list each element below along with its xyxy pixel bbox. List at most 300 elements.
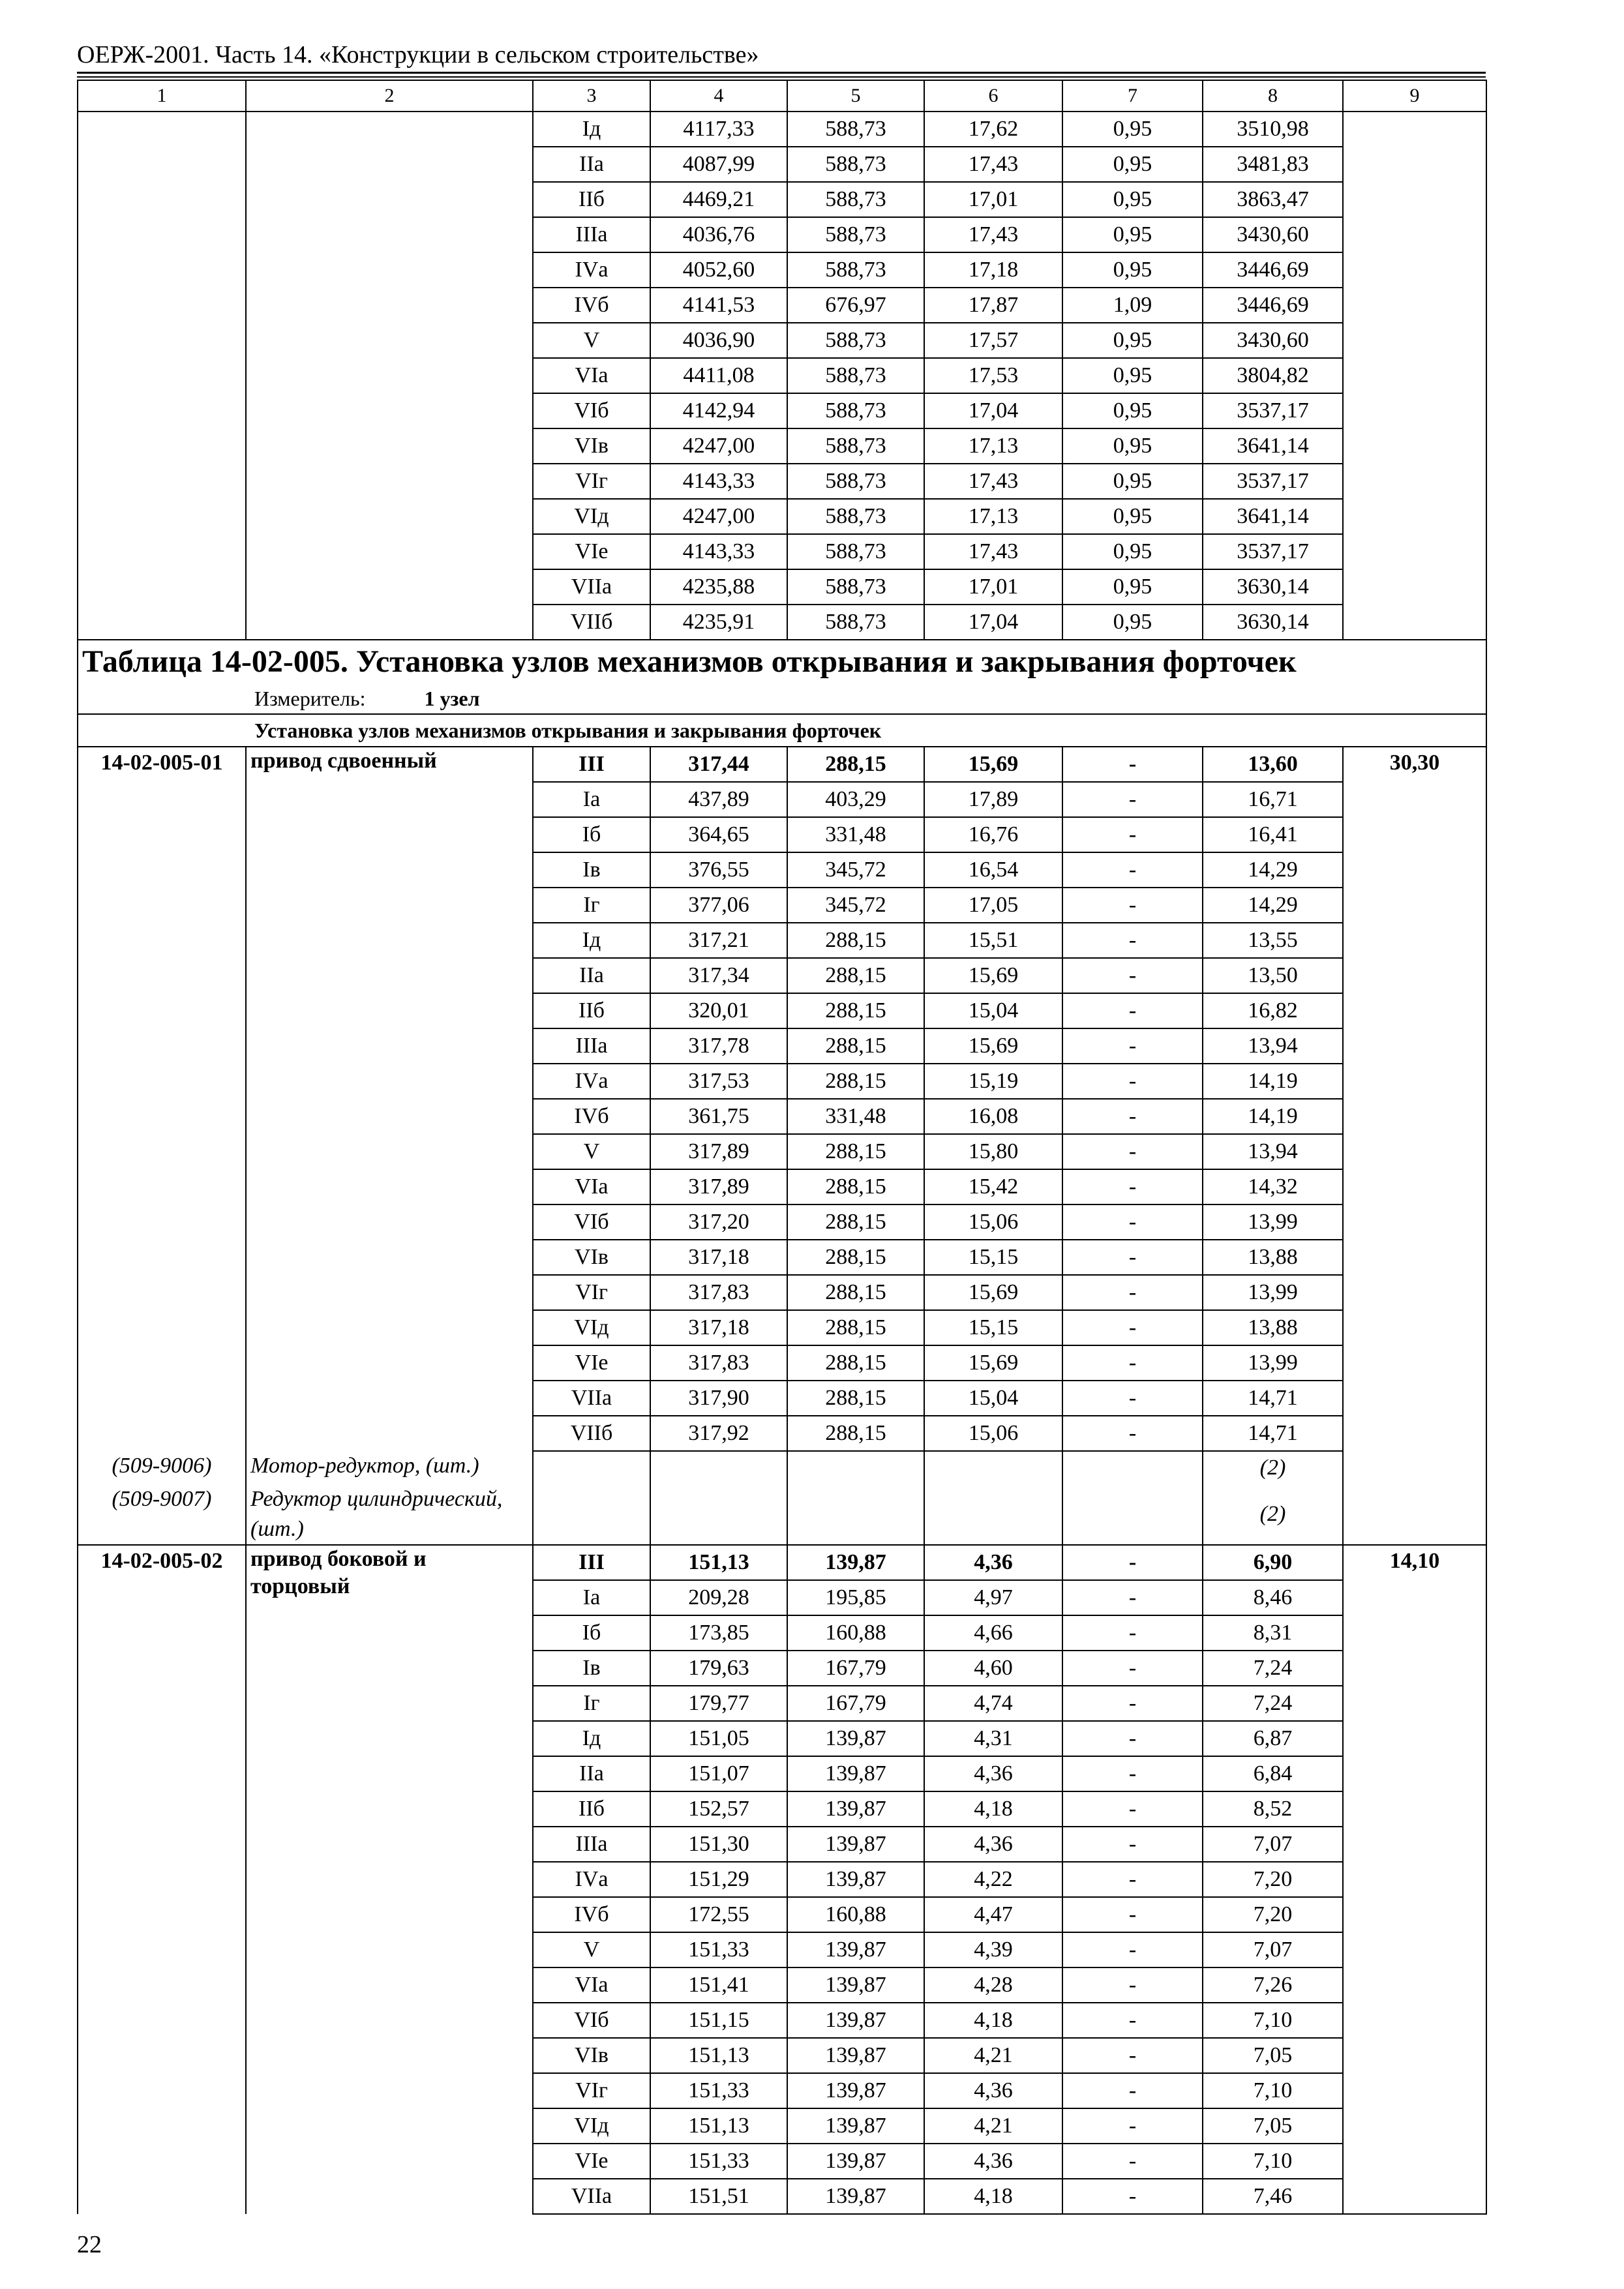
value-cell: 317,78 [650, 1028, 787, 1064]
empty-cell [650, 1484, 787, 1545]
value-cell: 317,83 [650, 1345, 787, 1381]
value-cell: IVб [533, 1897, 650, 1932]
value-cell: V [533, 1134, 650, 1169]
value-cell: 288,15 [787, 1416, 924, 1451]
value-cell: 160,88 [787, 1615, 924, 1651]
code-cell [78, 288, 246, 323]
value-cell: 17,13 [924, 499, 1062, 534]
value-cell: 317,83 [650, 1275, 787, 1310]
value-cell: 4,18 [924, 2179, 1062, 2214]
value-cell: - [1062, 2003, 1203, 2038]
value-cell: 288,15 [787, 1310, 924, 1345]
value-cell: IIIа [533, 217, 650, 252]
value-cell: 288,15 [787, 923, 924, 958]
name-cell [246, 569, 533, 605]
code-cell [78, 252, 246, 288]
column-number: 3 [533, 80, 650, 112]
resource-value: (2) [1203, 1451, 1343, 1484]
value-cell: 4143,33 [650, 534, 787, 569]
value-cell: 3537,17 [1203, 464, 1343, 499]
value-cell: 151,13 [650, 2038, 787, 2073]
value-cell: 317,18 [650, 1240, 787, 1275]
value-cell: 588,73 [787, 112, 924, 147]
total-cell [1343, 464, 1486, 499]
value-cell: - [1062, 1545, 1203, 1580]
empty-cell [533, 1484, 650, 1545]
empty-cell [924, 1484, 1062, 1545]
value-cell: VIе [533, 534, 650, 569]
table-row [78, 252, 1486, 288]
value-cell: 172,55 [650, 1897, 787, 1932]
name-cell [246, 112, 533, 147]
value-cell: 317,90 [650, 1381, 787, 1416]
value-cell: 179,77 [650, 1686, 787, 1721]
value-cell: VIе [533, 1345, 650, 1381]
value-cell: 139,87 [787, 1721, 924, 1756]
table-row [78, 182, 1486, 217]
value-cell: 3863,47 [1203, 182, 1343, 217]
value-cell: 139,87 [787, 2073, 924, 2108]
value-cell: VIв [533, 2038, 650, 2073]
value-cell: 15,69 [924, 1275, 1062, 1310]
value-cell: 588,73 [787, 252, 924, 288]
column-number: 6 [924, 80, 1062, 112]
value-cell: 0,95 [1062, 428, 1203, 464]
value-cell: IIIа [533, 1827, 650, 1862]
value-cell: 288,15 [787, 958, 924, 993]
value-cell: 15,69 [924, 1028, 1062, 1064]
total-cell [1343, 252, 1486, 288]
value-cell: 4,97 [924, 1580, 1062, 1615]
value-cell: 13,55 [1203, 923, 1343, 958]
table-row [78, 323, 1486, 358]
value-cell: 7,10 [1203, 2073, 1343, 2108]
value-cell: VIе [533, 2144, 650, 2179]
value-cell: 288,15 [787, 747, 924, 782]
value-cell: VIа [533, 1169, 650, 1204]
empty-cell [1062, 1484, 1203, 1545]
name-cell [246, 217, 533, 252]
value-cell: 13,88 [1203, 1310, 1343, 1345]
value-cell: 588,73 [787, 182, 924, 217]
value-cell: - [1062, 1169, 1203, 1204]
value-cell: - [1062, 2144, 1203, 2179]
value-cell: 15,80 [924, 1134, 1062, 1169]
value-cell: 179,63 [650, 1651, 787, 1686]
value-cell: 17,43 [924, 464, 1062, 499]
total-cell [1343, 428, 1486, 464]
value-cell: - [1062, 1967, 1203, 2003]
value-cell: - [1062, 993, 1203, 1028]
value-cell: 7,05 [1203, 2108, 1343, 2144]
value-cell: - [1062, 1615, 1203, 1651]
value-cell: 17,05 [924, 888, 1062, 923]
name-cell [246, 252, 533, 288]
table-row [78, 112, 1486, 147]
column-number: 7 [1062, 80, 1203, 112]
value-cell: VIв [533, 428, 650, 464]
value-cell: - [1062, 852, 1203, 888]
table-title-row [78, 640, 1486, 683]
value-cell: VIа [533, 1967, 650, 2003]
value-cell: 4,47 [924, 1897, 1062, 1932]
empty-cell [533, 1451, 650, 1484]
value-cell: - [1062, 2179, 1203, 2214]
header-rule-secondary [77, 76, 1486, 78]
resource-row [78, 1484, 1486, 1545]
empty-cell [787, 1451, 924, 1484]
value-cell: 151,51 [650, 2179, 787, 2214]
value-cell: V [533, 1932, 650, 1967]
column-number: 4 [650, 80, 787, 112]
value-cell: IIа [533, 1756, 650, 1791]
value-cell: 0,95 [1062, 499, 1203, 534]
value-cell: 331,48 [787, 817, 924, 852]
value-cell: 4143,33 [650, 464, 787, 499]
value-cell: - [1062, 1686, 1203, 1721]
code-cell [78, 358, 246, 393]
value-cell: VIIа [533, 2179, 650, 2214]
value-cell: IIа [533, 147, 650, 182]
value-cell: 4,74 [924, 1686, 1062, 1721]
value-cell: - [1062, 1345, 1203, 1381]
value-cell: - [1062, 888, 1203, 923]
value-cell: VIб [533, 1204, 650, 1240]
value-cell: 173,85 [650, 1615, 787, 1651]
value-cell: 4,36 [924, 2144, 1062, 2179]
value-cell: 195,85 [787, 1580, 924, 1615]
value-cell: 7,07 [1203, 1932, 1343, 1967]
value-cell: 13,50 [1203, 958, 1343, 993]
value-cell: - [1062, 2038, 1203, 2073]
value-cell: 13,94 [1203, 1134, 1343, 1169]
value-cell: 13,94 [1203, 1028, 1343, 1064]
total-cell [1343, 323, 1486, 358]
name-cell [246, 534, 533, 569]
value-cell: 4,21 [924, 2108, 1062, 2144]
value-cell: 4411,08 [650, 358, 787, 393]
value-cell: VIIа [533, 569, 650, 605]
value-cell: 7,46 [1203, 2179, 1343, 2214]
name-cell [246, 288, 533, 323]
code-cell [78, 112, 246, 147]
value-cell: 13,99 [1203, 1204, 1343, 1240]
value-cell: VIв [533, 1240, 650, 1275]
value-cell: 588,73 [787, 147, 924, 182]
empty-cell [1062, 1451, 1203, 1484]
table-row [78, 358, 1486, 393]
value-cell: 3446,69 [1203, 252, 1343, 288]
value-cell: 17,57 [924, 323, 1062, 358]
table-row [78, 147, 1486, 182]
value-cell: 17,18 [924, 252, 1062, 288]
code-cell [78, 605, 246, 640]
value-cell: 15,42 [924, 1169, 1062, 1204]
measure-row [78, 683, 1486, 714]
value-cell: 151,15 [650, 2003, 787, 2038]
value-cell: 3481,83 [1203, 147, 1343, 182]
value-cell: 3430,60 [1203, 217, 1343, 252]
value-cell: IVа [533, 252, 650, 288]
name-cell [246, 464, 533, 499]
value-cell: 317,89 [650, 1134, 787, 1169]
value-cell: Iв [533, 852, 650, 888]
value-cell: 0,95 [1062, 569, 1203, 605]
code-cell [78, 569, 246, 605]
value-cell: IIа [533, 958, 650, 993]
value-cell: 588,73 [787, 464, 924, 499]
value-cell: 0,95 [1062, 147, 1203, 182]
value-cell: 4,36 [924, 2073, 1062, 2108]
value-cell: IIб [533, 993, 650, 1028]
value-cell: 15,15 [924, 1240, 1062, 1275]
value-cell: IVб [533, 288, 650, 323]
value-cell: 588,73 [787, 217, 924, 252]
value-cell: 15,51 [924, 923, 1062, 958]
column-number: 5 [787, 80, 924, 112]
value-cell: 7,24 [1203, 1686, 1343, 1721]
value-cell: - [1062, 1651, 1203, 1686]
value-cell: Iг [533, 1686, 650, 1721]
value-cell: IVа [533, 1862, 650, 1897]
value-cell: - [1062, 817, 1203, 852]
value-cell: Iд [533, 923, 650, 958]
measure-label: Измеритель: [254, 687, 366, 710]
table-row [78, 464, 1486, 499]
value-cell: - [1062, 1827, 1203, 1862]
table-row [78, 217, 1486, 252]
value-cell: 437,89 [650, 782, 787, 817]
resource-name: Мотор-редуктор, (шт.) [246, 1451, 533, 1484]
value-cell: 7,20 [1203, 1862, 1343, 1897]
value-cell: 13,88 [1203, 1240, 1343, 1275]
value-cell: 15,69 [924, 747, 1062, 782]
value-cell: 15,06 [924, 1416, 1062, 1451]
code-cell [78, 534, 246, 569]
resource-code: (509-9007) [78, 1484, 246, 1545]
value-cell: 288,15 [787, 1275, 924, 1310]
value-cell: 8,46 [1203, 1580, 1343, 1615]
value-cell: 16,41 [1203, 817, 1343, 852]
value-cell: III [533, 747, 650, 782]
value-cell: 377,06 [650, 888, 787, 923]
table-row [78, 747, 1486, 782]
page-header: ОЕРЖ-2001. Часть 14. «Конструкции в сельском строительстве» [77, 41, 759, 68]
value-cell: 17,01 [924, 182, 1062, 217]
value-cell: 288,15 [787, 993, 924, 1028]
value-cell: 4117,33 [650, 112, 787, 147]
total-cell [1343, 605, 1486, 640]
value-cell: 151,33 [650, 2073, 787, 2108]
table-row [78, 393, 1486, 428]
value-cell: 139,87 [787, 1862, 924, 1897]
value-cell: Iа [533, 1580, 650, 1615]
value-cell: 288,15 [787, 1345, 924, 1381]
value-cell: 17,53 [924, 358, 1062, 393]
value-cell: 167,79 [787, 1651, 924, 1686]
value-cell: 15,15 [924, 1310, 1062, 1345]
value-cell: 15,69 [924, 958, 1062, 993]
value-cell: 4142,94 [650, 393, 787, 428]
empty-cell [924, 1451, 1062, 1484]
value-cell: 0,95 [1062, 112, 1203, 147]
item-name: привод боковой и торцовый [246, 1545, 533, 2214]
resource-name: Редуктор цилиндрический, (шт.) [246, 1484, 533, 1545]
total-cell [1343, 217, 1486, 252]
value-cell: 0,95 [1062, 534, 1203, 569]
value-cell: 17,87 [924, 288, 1062, 323]
value-cell: 364,65 [650, 817, 787, 852]
value-cell: 17,04 [924, 393, 1062, 428]
total-cell [1343, 569, 1486, 605]
value-cell: 151,29 [650, 1862, 787, 1897]
name-cell [246, 182, 533, 217]
name-cell [246, 499, 533, 534]
value-cell: 151,13 [650, 2108, 787, 2144]
value-cell: 152,57 [650, 1791, 787, 1827]
value-cell: IVа [533, 1064, 650, 1099]
value-cell: 317,89 [650, 1169, 787, 1204]
value-cell: - [1062, 1932, 1203, 1967]
value-cell: 3630,14 [1203, 605, 1343, 640]
value-cell: 13,99 [1203, 1275, 1343, 1310]
value-cell: VIд [533, 499, 650, 534]
code-cell [78, 393, 246, 428]
value-cell: 588,73 [787, 569, 924, 605]
value-cell: 8,52 [1203, 1791, 1343, 1827]
value-cell: 17,43 [924, 534, 1062, 569]
value-cell: 14,29 [1203, 888, 1343, 923]
value-cell: 15,19 [924, 1064, 1062, 1099]
value-cell: VIIб [533, 605, 650, 640]
value-cell: 15,06 [924, 1204, 1062, 1240]
value-cell: - [1062, 1580, 1203, 1615]
value-cell: 288,15 [787, 1028, 924, 1064]
value-cell: 3804,82 [1203, 358, 1343, 393]
value-cell: IIб [533, 182, 650, 217]
value-cell: 14,71 [1203, 1381, 1343, 1416]
value-cell: 151,41 [650, 1967, 787, 2003]
measure-cell [78, 683, 1486, 714]
value-cell: 4,66 [924, 1615, 1062, 1651]
table-row [78, 499, 1486, 534]
value-cell: 139,87 [787, 1791, 924, 1827]
value-cell: 4235,91 [650, 605, 787, 640]
value-cell: 17,43 [924, 217, 1062, 252]
value-cell: - [1062, 1310, 1203, 1345]
value-cell: 331,48 [787, 1099, 924, 1134]
value-cell: 0,95 [1062, 358, 1203, 393]
value-cell: 588,73 [787, 499, 924, 534]
value-cell: IIб [533, 1791, 650, 1827]
table-row [78, 569, 1486, 605]
value-cell: - [1062, 1381, 1203, 1416]
section-row [78, 714, 1486, 747]
price-table [77, 80, 1487, 2215]
value-cell: 14,29 [1203, 852, 1343, 888]
value-cell: 0,95 [1062, 182, 1203, 217]
value-cell: - [1062, 1791, 1203, 1827]
code-cell [78, 217, 246, 252]
value-cell: 3537,17 [1203, 393, 1343, 428]
value-cell: - [1062, 1099, 1203, 1134]
value-cell: - [1062, 2073, 1203, 2108]
value-cell: 4247,00 [650, 428, 787, 464]
value-cell: 403,29 [787, 782, 924, 817]
value-cell: 288,15 [787, 1240, 924, 1275]
value-cell: 17,01 [924, 569, 1062, 605]
value-cell: 345,72 [787, 852, 924, 888]
item-total: 14,10 [1343, 1545, 1486, 2214]
value-cell: Iд [533, 112, 650, 147]
value-cell: - [1062, 958, 1203, 993]
total-cell [1343, 288, 1486, 323]
value-cell: 288,15 [787, 1204, 924, 1240]
column-number: 2 [246, 80, 533, 112]
value-cell: 0,95 [1062, 464, 1203, 499]
value-cell: 7,24 [1203, 1651, 1343, 1686]
value-cell: 4247,00 [650, 499, 787, 534]
code-cell [78, 464, 246, 499]
value-cell: 14,19 [1203, 1099, 1343, 1134]
value-cell: 151,07 [650, 1756, 787, 1791]
value-cell: 6,87 [1203, 1721, 1343, 1756]
value-cell: VIIа [533, 1381, 650, 1416]
total-cell [1343, 182, 1486, 217]
value-cell: 4036,76 [650, 217, 787, 252]
name-cell [246, 323, 533, 358]
value-cell: VIIб [533, 1416, 650, 1451]
value-cell: VIг [533, 2073, 650, 2108]
value-cell: 4,22 [924, 1862, 1062, 1897]
value-cell: 4,18 [924, 1791, 1062, 1827]
name-cell [246, 605, 533, 640]
value-cell: 3641,14 [1203, 499, 1343, 534]
value-cell: 4052,60 [650, 252, 787, 288]
value-cell: 0,95 [1062, 252, 1203, 288]
value-cell: 317,34 [650, 958, 787, 993]
table-row [78, 1545, 1486, 1580]
total-cell [1343, 147, 1486, 182]
value-cell: 139,87 [787, 2003, 924, 2038]
resource-value: (2) [1203, 1484, 1343, 1545]
value-cell: 588,73 [787, 605, 924, 640]
value-cell: - [1062, 1721, 1203, 1756]
value-cell: 14,19 [1203, 1064, 1343, 1099]
value-cell: 151,33 [650, 2144, 787, 2179]
value-cell: 7,20 [1203, 1897, 1343, 1932]
value-cell: 3537,17 [1203, 534, 1343, 569]
value-cell: Iб [533, 1615, 650, 1651]
value-cell: 7,05 [1203, 2038, 1343, 2073]
value-cell: 4,31 [924, 1721, 1062, 1756]
value-cell: 15,04 [924, 993, 1062, 1028]
total-cell [1343, 499, 1486, 534]
value-cell: VIб [533, 2003, 650, 2038]
code-cell [78, 499, 246, 534]
value-cell: 588,73 [787, 358, 924, 393]
value-cell: 588,73 [787, 323, 924, 358]
value-cell: 588,73 [787, 393, 924, 428]
value-cell: 376,55 [650, 852, 787, 888]
value-cell: 4,36 [924, 1756, 1062, 1791]
total-cell [1343, 112, 1486, 147]
item-code: 14-02-005-02 [78, 1545, 246, 2214]
value-cell: 139,87 [787, 1932, 924, 1967]
value-cell: 16,71 [1203, 782, 1343, 817]
value-cell: 15,69 [924, 1345, 1062, 1381]
name-cell [246, 428, 533, 464]
